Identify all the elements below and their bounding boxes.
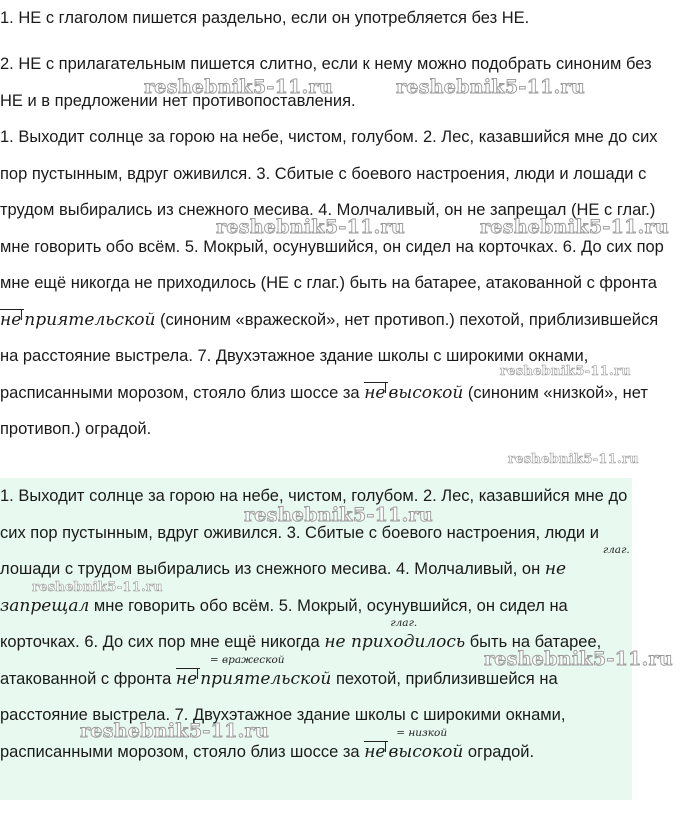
rule-1: 1. НЕ с глаголом пишется раздельно, если он употребляется без НЕ. — [0, 9, 530, 27]
answer-word-vysokoj: не высокой = низкой — [364, 742, 463, 762]
exercise-part-3: (синоним «низкой», нет противоп.) оградой. — [0, 383, 648, 438]
exercise-text — [0, 119, 672, 448]
watermark: reshebnik5-11.ru — [396, 76, 585, 98]
watermark: reshebnik5-11.ru — [484, 648, 673, 670]
note-synonym: = низкой — [396, 726, 448, 739]
watermark: reshebnik5-11.ru — [216, 216, 405, 238]
watermark: reshebnik5-11.ru — [144, 76, 333, 98]
answer-part-3: быть на батарее, атакованной с фронта — [0, 633, 602, 688]
rule-2: 2. НЕ с прилагательным пишется слитно, если к нему можно подобрать синоним без НЕ и в предложении нет противопоставления. — [0, 55, 652, 110]
ne-root-mark: не — [364, 734, 388, 771]
watermark: reshebnik5-11.ru — [244, 504, 433, 526]
exercise-word-vysokoj: не высокой — [364, 383, 463, 403]
answer-part-1: 1. Выходит солнце за горою на небе, чистом, голубом. 2. Лес, казавшийся мне до сих пор пустынным, вдруг оживился. 3. Сбитые с боевого настроения, люди и лошади с трудом выбирались из снежного месива. 4. Молчаливый, он — [0, 487, 628, 578]
note-verb: глаг. — [390, 617, 418, 629]
watermark: reshebnik5-11.ru — [500, 364, 631, 379]
watermark: reshebnik5-11.ru — [80, 720, 269, 742]
exercise-word-prijatelskoj: не приятельской — [0, 310, 155, 330]
answer-word-prijatelskoj: не приятельской = вражеской — [176, 669, 331, 689]
exercise-part-2: (синоним «вражеской», нет противоп.) пехотой, приблизившейся на расстояние выстрела. 7. Двухэтажное здание школы с широкими окнами, расписанными морозом, стояло близ шоссе за — [0, 310, 659, 402]
answer-word-ne-zapreshhal: не запрещал глаг. — [0, 544, 630, 616]
ne-root-mark: не — [0, 302, 24, 339]
note-synonym: = вражеской — [209, 653, 285, 666]
answer-part-5: оградой. — [467, 742, 535, 761]
ne-root-mark: не — [364, 375, 388, 412]
exercise-part-1: 1. Выходит солнце за горою на небе, чистом, голубом. 2. Лес, казавшийся мне до сих пор пустынным, вдруг оживился. 3. Сбитые с боевого настроения, люди и лошади с трудом выбирались из снежного месива. 4. Молчаливый, он не запрещал (НЕ с глаг.) мне говорить обо всём. 5. Мокрый, осунувшийся, он сидел на корточках. 6. До сих пор мне ещё никогда не приходилось (НЕ с глаг.) быть на батарее, атакованной с фронта — [0, 128, 664, 292]
watermark: reshebnik5-11.ru — [508, 452, 639, 467]
answer-part-4: пехотой, приблизившейся на расстояние выстрела. 7. Двухэтажное здание школы с широкими окнами, расписанными морозом, стояло близ шоссе за — [0, 669, 566, 761]
answer-part-2: мне говорить обо всём. 5. Мокрый, осунувшийся, он сидел на корточках. 6. До сих пор мне ещё никогда — [0, 596, 568, 651]
ne-root-mark: не — [176, 661, 200, 698]
note-verb: глаг. — [602, 544, 630, 556]
answer-word-ne-prihodilos: не приходилось глаг. — [324, 617, 466, 652]
watermark: reshebnik5-11.ru — [32, 580, 163, 595]
watermark: reshebnik5-11.ru — [480, 216, 669, 238]
